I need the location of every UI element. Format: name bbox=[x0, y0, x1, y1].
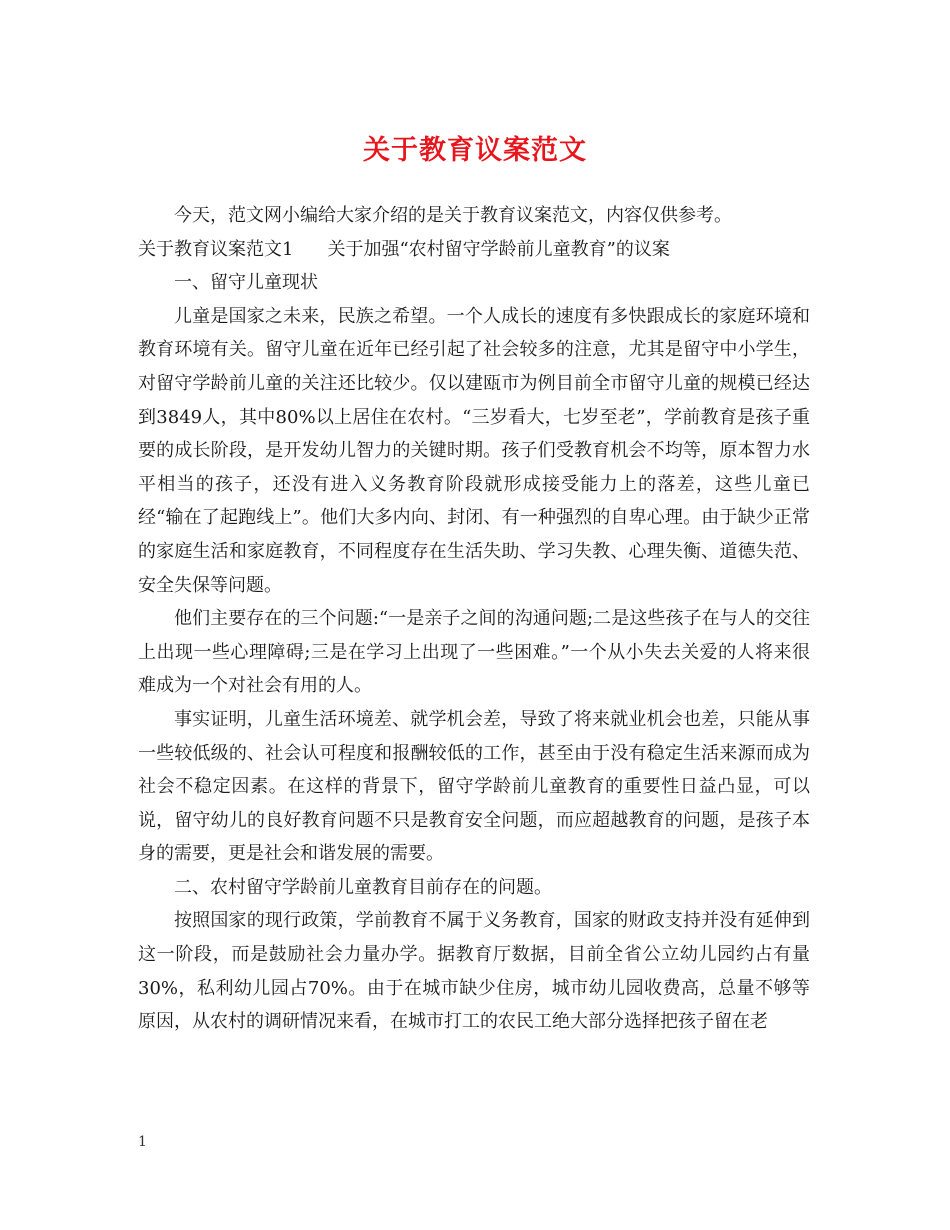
subheading-2: 二、农村留守学龄前儿童教育目前存在的问题。 bbox=[174, 876, 552, 898]
document-body bbox=[138, 199, 810, 1039]
section-label: 关于教育议案范文1 bbox=[138, 238, 294, 260]
body-paragraph-3: 事实证明，儿童生活环境差、就学机会差，导致了将来就业机会也差，只能从事一些较低级的、社会认可程度和报酬较低的工作，甚至由于没有稳定生活来源而成为社会不稳定因素。在这样的背景下，留守学龄前儿童教育的重要性日益凸显，可以说，留守幼儿的良好教育问题不只是教育安全问题，而应超越教育的问题，是孩子本身的需要，更是社会和谐发展的需要。 bbox=[138, 708, 810, 865]
intro-paragraph: 今天，范文网小编给大家介绍的是关于教育议案范文，内容仅供参考。 bbox=[174, 205, 732, 226]
document-title: 关于教育议案范文 bbox=[363, 135, 587, 166]
body-paragraph-2: 他们主要存在的三个问题:“一是亲子之间的沟通问题;二是这些孩子在与人的交往上出现一些心理障碍;三是在学习上出现了一些困难。”一个从小失去关爱的人将来很难成为一个对社会有用的人。 bbox=[138, 608, 810, 697]
body-paragraph-1: 儿童是国家之未来，民族之希望。一个人成长的速度有多快跟成长的家庭环境和教育环境有关。留守儿童在近年已经引起了社会较多的注意，尤其是留守中小学生，对留守学龄前儿童的关注还比较少。仅以建瓯市为例目前全市留守儿童的规模已经达到3849人，其中80%以上居住在农村。“三岁看大，七岁至老”，学前教育是孩子重要的成长阶段，是开发幼儿智力的关键时期。孩子们受教育机会不均等，原本智力水平相当的孩子，还没有进入义务教育阶段就形成接受能力上的落差，这些儿童已经“输在了起跑线上”。他们大多内向、封闭、有一种强烈的自卑心理。由于缺少正常的家庭生活和家庭教育，不同程度存在生活失助、学习失教、心理失衡、道德失范、安全失保等问题。 bbox=[138, 305, 810, 596]
section-heading-line bbox=[138, 233, 810, 267]
section-heading: 关于加强“农村留守学龄前儿童教育”的议案 bbox=[327, 238, 670, 260]
body-paragraph-4: 按照国家的现行政策，学前教育不属于义务教育，国家的财政支持并没有延伸到这一阶段，而是鼓励社会力量办学。据教育厅数据，目前全省公立幼儿园约占有量30%，私利幼儿园占70%。由于在城市缺少住房，城市幼儿园收费高，总量不够等原因，从农村的调研情况来看，在城市打工的农民工绝大部分选择把孩子留在老 bbox=[138, 910, 810, 1033]
page-number: 1 bbox=[138, 1134, 147, 1150]
subheading-1: 一、留守儿童现状 bbox=[174, 272, 318, 294]
